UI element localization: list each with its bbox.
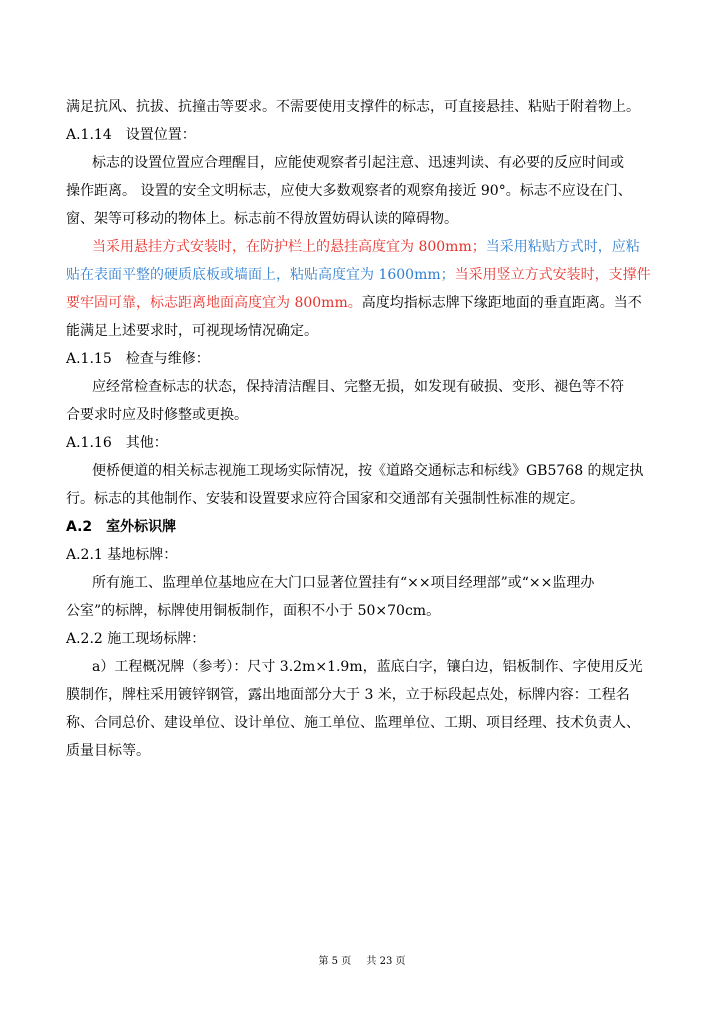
body-text-line: 标志的设置位置应合理醒目，应能使观察者引起注意、迅速判读、有必要的反应时间或 (92, 155, 624, 171)
total-pages: 共 23 页 (366, 956, 406, 967)
body-text-line: 满足抗风、抗拔、抗撞击等要求。不需要使用支撑件的标志，可直接悬挂、粘贴于附着物上。 (66, 99, 640, 115)
body-text-line: 公室”的标牌，标牌使用铜板制作，面积不小于 50×70cm。 (66, 603, 441, 619)
section-heading-a-1-14: A.1.14 设置位置： (66, 127, 196, 143)
body-text-line: 称、合同总价、建设单位、设计单位、施工单位、监理单位、工期、项目经理、技术负责人、 (66, 715, 640, 731)
body-text-line: 便桥便道的相关标志视施工现场实际情况，按《道路交通标志和标线》GB5768 的规定执 (92, 463, 644, 479)
section-heading-a-1-16: A.1.16 其他： (66, 435, 168, 451)
body-text-line: 所有施工、监理单位基地应在大门口显著位置挂有“××项目经理部”或“××监理办 (92, 575, 595, 591)
highlighted-text-line (66, 293, 666, 313)
subsection-heading-a-2-2: A.2.2 施工现场标牌： (66, 631, 206, 647)
body-text-line: a）工程概况牌（参考）：尺寸 3.2m×1.9m，蓝底白字，镶白边，铝板制作、字使用反光 (92, 659, 643, 675)
body-text-line: 应经常检查标志的状态，保持清洁醒目、完整无损，如发现有破损、变形、褪色等不符 (92, 379, 624, 395)
blue-text-segment: 当采用粘贴方式时，应粘 (485, 239, 640, 255)
section-heading-a-1-15: A.1.15 检查与维修： (66, 351, 210, 367)
body-text-line: 操作距离。 设置的安全文明标志，应使大多数观察者的观察角接近 90°。标志不应设在门、 (66, 183, 632, 199)
body-text-line: 能满足上述要求时，可视现场情况确定。 (66, 323, 318, 339)
body-text-line: 合要求时应及时修整或更换。 (66, 407, 248, 423)
page-footer (0, 955, 724, 969)
blue-text-segment: 贴在表面平整的硬质底板或墙面上，粘贴高度宜为 1600mm； (66, 267, 455, 283)
section-heading-a-2: A.2 室外标识牌 (66, 519, 177, 535)
highlighted-text-line (66, 265, 666, 285)
red-text-segment: 要牢固可靠，标志距离地面高度宜为 800mm。 (66, 295, 362, 311)
body-text-line: 窗、架等可移动的物体上。标志前不得放置妨碍认读的障碍物。 (66, 211, 458, 227)
red-text-segment: 当采用竖立方式安装时，支撑件 (454, 267, 651, 283)
body-text-line: 膜制作，牌柱采用镀锌钢管，露出地面部分大于 3 米，立于标段起点处，标牌内容：工程名 (66, 687, 630, 703)
plain-text-segment: 高度均指标志牌下缘距地面的垂直距离。当不 (361, 295, 642, 311)
highlighted-text-line (92, 237, 692, 257)
body-text-line: 行。标志的其他制作、安装和设置要求应符合国家和交通部有关强制性标准的规定。 (66, 491, 584, 507)
page-number: 第 5 页 (318, 956, 352, 967)
red-text-segment: 当采用悬挂方式安装时，在防护栏上的悬挂高度宜为 800mm； (92, 239, 486, 255)
subsection-heading-a-2-1: A.2.1 基地标牌： (66, 547, 178, 563)
body-text-line: 质量目标等。 (66, 743, 150, 759)
